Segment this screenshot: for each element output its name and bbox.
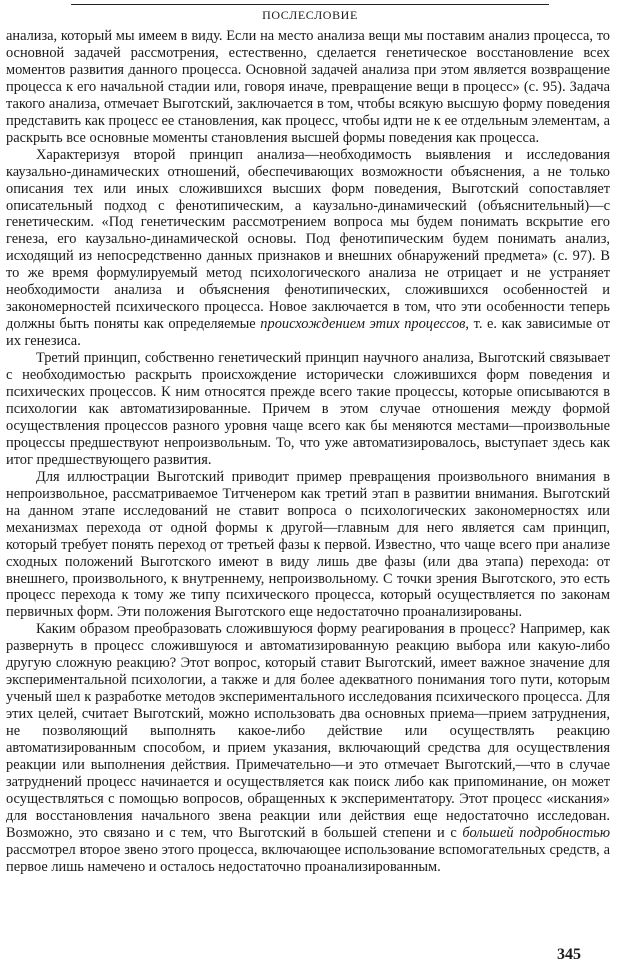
paragraph-3: Третий принцип, собственно генетический принцип научного анализа, Выготский связывает с необходимостью раскрыть происхождение исторически сложившихся форм поведения и психических процессов. К ним относятся прежде всего такие процессы, которые описываются в психологии как автоматизированные. Причем в этом случае отношения между формой осуществления процессов разного уровня чаще всего как бы меняются местами—произвольные процессы предшествуют непроизвольным. То, что уже автоматизировалось, выступает здесь как итог предшествующего развития. [6, 350, 610, 468]
page-number: 345 [557, 946, 581, 963]
body-text [6, 28, 610, 876]
paragraph-5 [6, 621, 610, 875]
paragraph-1: анализа, который мы имеем в виду. Если на место анализа вещи мы поставим анализ процесса, то основной задачей рассмотрения, естественно, сделается генетическое восстановление всех моментов развития данного процесса. Основной задачей анализа при этом является возвращение процесса к его начальной стадии или, говоря иначе, превращение вещи в процесс» (с. 95). Задача такого анализа, отмечает Выготский, заключается в том, чтобы всякую высшую форму поведения представить как процесс ее становления, как процесс, чтобы идти не к ее отдельным элементам, а раскрыть все основные моменты становления высшей формы поведения как процесса. [6, 28, 610, 146]
paragraph-4: Для иллюстрации Выготский приводит пример превращения произвольного внимания в непроизвольное, рассматриваемое Титченером как третий этап в развитии внимания. Выготский на данном этапе исследований не ставит вопроса о психологических закономерностях или механизмах перехода от одной формы к другой—главным для него является сам принцип, который требует понять переход от третьей фазы к первой. Известно, что чаще всего при анализе сходных положений Выготского имеют в виду лишь две фазы (или два этапа) перехода: от внешнего, произвольного, к внутреннему, непроизвольному. С точки зрения Выготского, это есть процесс перехода к тому же типу психического процесса, который осуществляется по законам первичных форм. Эти положения Выготского еще недостаточно проанализированы. [6, 468, 610, 621]
paragraph-2 [6, 147, 610, 350]
header-rule [71, 4, 549, 5]
paragraph-5-text: Каким образом преобразовать сложившуюся форму реагирования в процесс? Например, как развернуть в процесс сложившуюся и автоматизированную реакцию выбора или какую-либо другую сложную реакцию? Этот вопрос, который ставит Выготский, имеет важное значение для экспериментальной психологии, а также и для более адекватного понимания того пути, которым ученый шел к разработке методов экспериментального исследования психического процесса. Для этих целей, считает Выготский, можно использовать два основных приема—прием затруднения, не позволяющий выполнять какое-либо действие или осуществлять реакцию автоматизированным способом, и прием указания, включающий средства для осуществления реакции или выполнения действия. Примечательно—и это отмечает Выготский,—что в случае затруднений процесс начинается и осуществляется как поиск либо как припоминание, он может осуществляться с помощью вопросов, обращенных к экспериментатору. Этот процесс «искания» для восстановления начального звена реакции или действия еще недостаточно исследован. Возможно, это связано и с тем, что Выготский в большей степени и с [6, 621, 610, 841]
paragraph-2-text: Характеризуя второй принцип анализа—необходимость выявления и исследования каузально-динамических отношений, обеспечивающих возможности объяснения, а не только описания тех или иных сложившихся высших форм поведения, Выготский сопоставляет описательный подход с фенотипическим, а каузально-динамический (объяснительный)—с генетическим. «Под генетическим рассмотрением вопроса мы будем понимать вскрытие его генеза, его каузально-динамической основы. Под фенотипическим будем понимать анализ, исходящий из непосредственно данных признаков и внешних обнаружений предмета» (с. 97). В то же время формулируемый метод психологического анализа не отрицает и не устраняет необходимости анализа и объяснения фенотипических, сложившихся особенностей и закономерностей психического процесса. Новое заключается в том, что эти особенности теперь должны быть поняты как определяемые [6, 146, 610, 333]
running-head: ПОСЛЕСЛОВИЕ [262, 8, 358, 22]
paragraph-5-tail: рассмотрел второе звено этого процесса, включающее использование вспомогательных средств, а первое лишь намечено и осталось недостаточно проанализированным. [6, 841, 610, 875]
paragraph-2-emphasis: происхождением этих процессов [260, 316, 466, 333]
paragraph-5-emphasis: большей подробностью [462, 824, 610, 841]
paragraph-2-tail: , т. е. как зависимые от их генезиса. [6, 316, 611, 350]
